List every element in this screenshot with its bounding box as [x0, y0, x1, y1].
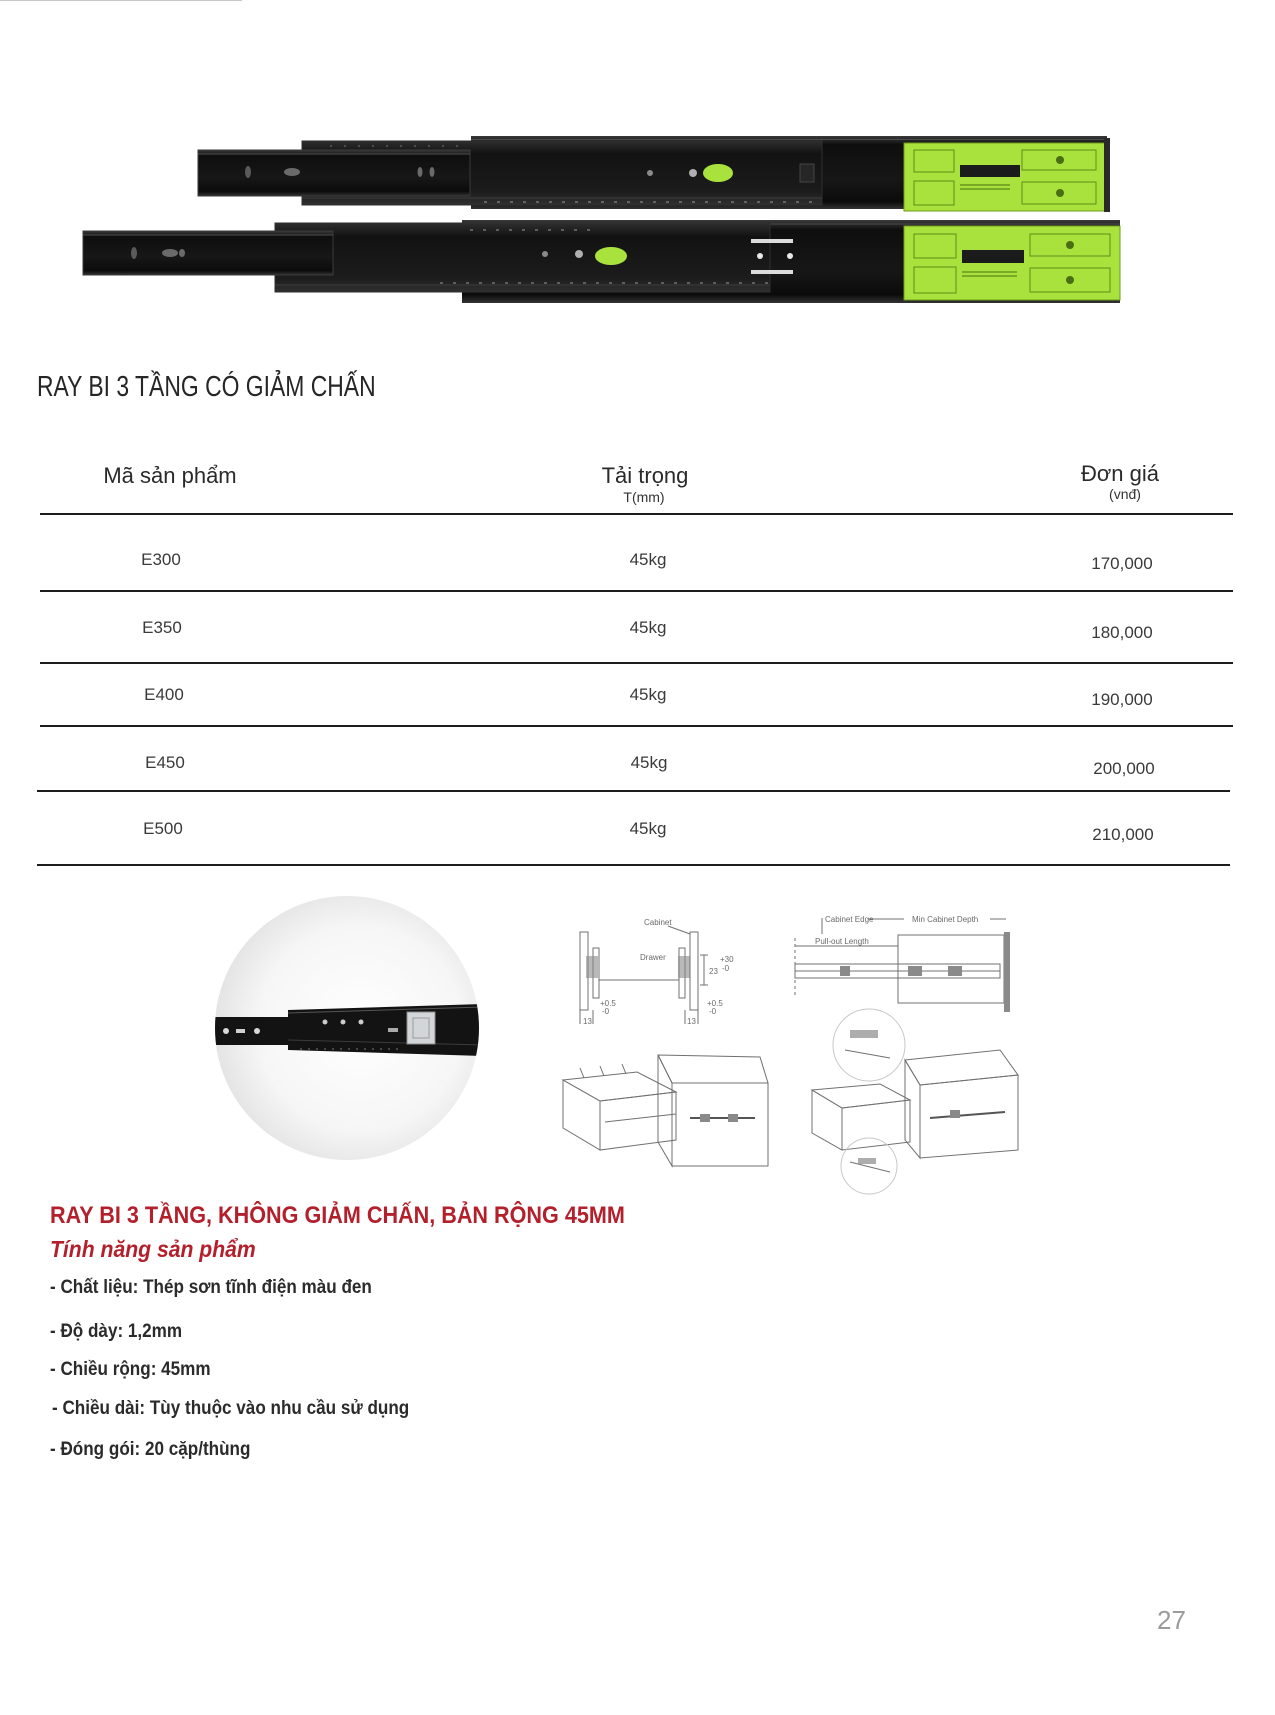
header-load: Tải trọng: [601, 463, 689, 488]
inset-install-drawing: [812, 1009, 1018, 1194]
row-divider: [40, 662, 1233, 664]
list-item: - Chiều rộng: 45mm: [50, 1359, 211, 1380]
isometric-install-drawing: [563, 1055, 768, 1166]
list-item: - Chất liệu: Thép sơn tĩnh điện màu đen: [50, 1277, 372, 1298]
cell-load: 45kg: [629, 550, 667, 569]
label-gap-right-plus: +0.5: [707, 999, 723, 1008]
row-divider: [37, 864, 1230, 866]
cell-load: 45kg: [630, 753, 668, 772]
list-item: - Độ dày: 1,2mm: [50, 1321, 183, 1342]
page-number: 27: [1157, 1605, 1186, 1635]
cell-code: E500: [143, 819, 183, 838]
label-gap-left: 13: [583, 1017, 592, 1026]
label-gap-right-minus: -0: [709, 1007, 717, 1016]
features-heading: Tính năng sản phẩm: [50, 1236, 256, 1262]
cell-price: 190,000: [1091, 690, 1153, 709]
label-cabinet: Cabinet: [644, 918, 672, 927]
label-cabinet-edge: Cabinet Edge: [825, 915, 874, 924]
list-item: - Chiều dài: Tùy thuộc vào nhu cầu sử dụng: [52, 1398, 410, 1419]
cell-price: 170,000: [1091, 554, 1153, 573]
cell-code: E350: [142, 618, 182, 637]
cell-price: 200,000: [1093, 759, 1155, 778]
section-title: RAY BI 3 TẦNG CÓ GIẢM CHẤN: [37, 371, 376, 403]
header-price-unit: (vnđ): [1109, 486, 1141, 502]
cell-load: 45kg: [629, 819, 667, 838]
header-price: Đơn giá: [1080, 461, 1160, 486]
cross-section-drawing: [580, 918, 734, 1026]
product-heading: RAY BI 3 TẦNG, KHÔNG GIẢM CHẤN, BẢN RỘNG 45MM: [50, 1202, 625, 1229]
row-divider: [37, 790, 1230, 792]
side-view-drawing: [795, 915, 1010, 1012]
label-drawer: Drawer: [640, 953, 666, 962]
label-gap-left-minus: -0: [602, 1007, 610, 1016]
product-photo-rails: [0, 0, 1275, 330]
header-load-unit: T(mm): [623, 489, 665, 505]
label-pullout-length: Pull-out Length: [815, 937, 869, 946]
damper-block-upper: [904, 138, 1110, 212]
cell-load: 45kg: [629, 685, 667, 704]
list-item: - Đóng gói: 20 cặp/thùng: [50, 1439, 251, 1460]
damper-block-lower: [904, 226, 1120, 300]
cell-price: 210,000: [1092, 825, 1154, 844]
row-divider: [40, 590, 1233, 592]
label-tolerance-minus: -0: [722, 964, 730, 973]
label-gap-left-plus: +0.5: [600, 999, 616, 1008]
cell-load: 45kg: [629, 618, 667, 637]
label-tolerance-plus: +30: [720, 955, 734, 964]
cell-price: 180,000: [1091, 623, 1153, 642]
cell-code: E400: [144, 685, 184, 704]
label-height: 23: [709, 967, 718, 976]
table-header-divider: [40, 513, 1233, 515]
cell-code: E450: [145, 753, 185, 772]
rail-closeup-photo: [200, 880, 500, 1180]
cell-code: E300: [141, 550, 181, 569]
row-divider: [40, 725, 1233, 727]
header-product-code: Mã sản phẩm: [103, 463, 237, 488]
label-min-cabinet-depth: Min Cabinet Depth: [912, 915, 979, 924]
label-gap-right: 13: [687, 1017, 696, 1026]
installation-diagrams: [550, 900, 1030, 1200]
